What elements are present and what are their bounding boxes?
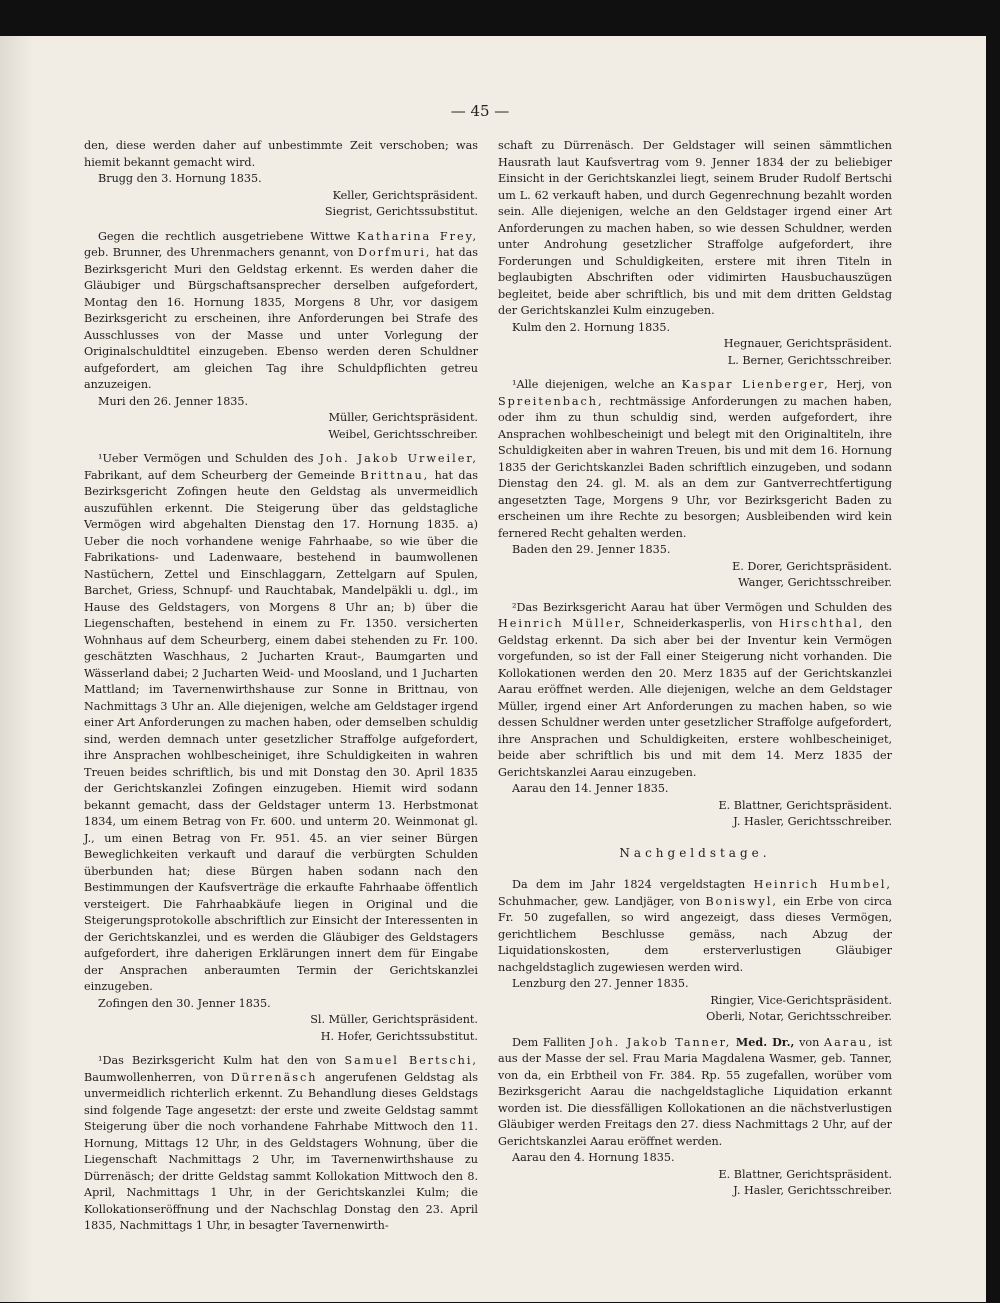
notice-zofingen-date: Zofingen den 30. Jenner 1835.	[98, 996, 271, 1010]
notice-baden-signature-2: Wanger, Gerichtsschreiber.	[738, 576, 892, 589]
notice-zofingen-text: ¹Ueber Vermögen und Schulden des Joh. Jakob Urweiler, Fabrikant, auf dem Scheurberg der Gemeinde Brittnau, hat das Bezirksgericht Zofingen heute den Geldstag als unvermeidlich auszufühlen erkennt. Die Steigerung über das geldstagliche Vermögen wird abgehalten Dienstag den 17. Hornung 1835. a) Ueber die noch vorhandene wenige Fahrhaabe, so wie über die Fabrikations- und Ladenwaare, bestehend in baumwollenen Nastüchern, Zettel und Einschlaggarn, Zettelgarn auf Spulen, Barchet, Griess, Schnupf- und Rauchtabak, Mandelpäkli u. dgl., im Hause des Geldstagers, von Morgens 8 Uhr an; b) über die Liegenschaften, bestehend in einem zu Fr. 1350. versicherten Wohnhaus auf dem Scheurberg, einem dabei stehenden zu Fr. 100. geschätzten Waschhaus, 2 Jucharten Kraut-, Baumgarten und Wässerland dabei; 2 Jucharten Weid- und Moosland, und 1 Jucharten Mattland; im Tavernenwirthshause zur Sonne in Brittnau, von Nachmittags 3 Uhr an. Alle diejenigen, welche am Geldstager irgend einer Art Anforderungen zu machen haben, oder demselben schuldig sind, werden demnach unter gesetzlicher Straffolge aufgefordert, ihre Ansprachen wohlbescheiniget, ihre Schuldigkeiten in wahren Treuen beides schriftlich, bis und mit Donstag den 30. April 1835 der Gerichtskanzlei Zofingen einzugeben. Hiemit wird sodann bekannt gemacht, dass der Geldstager unterm 13. Herbstmonat 1834, um einem Betrag von Fr. 600. und unterm 20. Weinmonat gl. J., um einen Betrag von Fr. 951. 45. an vier seiner Bürgen Beweglichkeiten verkauft und darauf die verbürgten Schulden überbunden hat; diese Bürgen haben sodann nach den Bestimmungen der Kaufsverträge die erkaufte Fahrhaabe öffentlich versteigert. Die Fahrhaabkäufe liegen in Original und die Steigerungsprotokolle abschriftlich zur Einsicht der Interessenten in der Gerichtskanzlei, und es werden die Gläubiger des Geldstagers aufgefordert, ihre daherigen Erklärungen innert dem für Eingabe der Ansprachen anberaumten Termin der Gerichtskanzlei einzugeben.	[84, 452, 478, 993]
notice-tanner-signature-1: E. Blattner, Gerichtspräsident.	[718, 1167, 892, 1181]
notice-muri-signature-2: Weibel, Gerichtsschreiber.	[328, 427, 478, 441]
notice-lenzburg-text: Da dem im Jahr 1824 vergeldstagten Heinrich Humbel, Schuhmacher, gew. Landjäger, von Boniswyl, ein Erbe von circa Fr. 50 zugefallen, so wird angezeigt, dass dieses Vermögen, gerichtlichem Beschlusse gemäss, nach Abzug der Liquidationskosten, dem ersterverlustigen Gläubiger nachgeldstaglich zugewiesen werden wird.	[498, 878, 892, 974]
notice-baden-text: ¹Alle diejenigen, welche an Kaspar Lienberger, Herj, von Spreitenbach, rechtmässige Anforderungen zu machen haben, oder ihm zu thun schuldig sind, werden aufgefordert, ihre Ansprachen wohlbescheinigt und belegt mit den Originaltiteln, ihre Schuldigkeiten aber in wahren Treuen, bis und mit dem 16. Hornung 1835 der Gerichtskanzlei Baden schriftlich einzugeben, und sodann Dienstag den 24. gl. M. als an dem zur Gantverrechtfertigung angesetzten Tage, Morgens 9 Uhr, vor Bezirksgericht Baden zu erscheinen um ihre Rechte zu besorgen; Ausbleibenden wird kein fernered Recht gehalten werden.	[498, 378, 892, 540]
notice-brugg-signature-2: Siegrist, Gerichtssubstitut.	[324, 205, 478, 218]
newspaper-page	[0, 36, 986, 1302]
notice-muri-text: Gegen die rechtlich ausgetriebene Wittwe Katharina Frey, geb. Brunner, des Uhrenmachers genannt, von Dorfmuri, hat das Bezirksgericht Muri den Geldstag erkennt. Es werden daher die Gläubiger und Bürgschaftsansprecher derselben aufgefordert, Montag den 16. Hornung 1835, Morgens 8 Uhr, vor dasigem Bezirksgericht zu erscheinen, ihre Anforderungen bei Strafe des Ausschlusses von der Masse und unter Vorlegung der Originalschuldtitel einzugeben. Ebenso werden deren Schuldner aufgefordert, am gleichen Tag ihre Schuldpflichten getreu anzuzeigen.	[84, 229, 479, 391]
notice-lenzburg-date: Lenzburg den 27. Jenner 1835.	[512, 977, 689, 990]
notice-kulm-signature-1: Hegnauer, Gerichtspräsident.	[723, 337, 892, 350]
notice-aarau-signature-2: J. Hasler, Gerichtsschreiber.	[733, 815, 892, 828]
right-column	[498, 138, 892, 1200]
notice-tanner-text: Dem Falliten Joh. Jakob Tanner, Med. Dr., von Aarau, ist aus der Masse der sel. Frau Maria Magdalena Wasmer, geb. Tanner, von da, ein Erbtheil von Fr. 384. Rp. 55 zugefallen, worüber vom Bezirksgericht Aarau die nachgeldstagliche Liquidation erkannt worden ist. Die diessfälligen Kollokationen an die nächstverlustigen Gläubiger werden Freitags den 27. diess Nachmittags 2 Uhr, auf der Gerichtskanzlei Aarau eröffnet werden.	[498, 1034, 892, 1148]
notice-baden-date: Baden den 29. Jenner 1835.	[512, 543, 671, 556]
notice-brugg-date: Brugg den 3. Hornung 1835.	[98, 172, 262, 185]
notice-baden-signature-1: E. Dorer, Gerichtspräsident.	[732, 559, 892, 573]
notice-tanner-date: Aarau den 4. Hornung 1835.	[512, 1151, 675, 1164]
notice-lenzburg-signature-1: Ringier, Vice-Gerichtspräsident.	[710, 993, 892, 1007]
notice-kulm-text: ¹Das Bezirksgericht Kulm hat den von Samuel Bertschi, Baumwollenherren, von Dürrenäsch angerufenen Geldstag als unvermeidlich richterlich erkennt. Zu Behandlung dieses Geldstags sind folgende Tage angesetzt: der erste und zweite Geldstag sammt Steigerung über die noch vorhandene Fahrhabe Mittwoch den 11. Hornung, Mittags 12 Uhr, in des Geldstagers Wohnung, über die Liegenschaft Nachmittags 2 Uhr, im Tavernenwirthshause zu Dürrenäsch; der dritte Geldstag sammt Kollokation Mittwoch den 8. April, Nachmittags 1 Uhr, in der Gerichtskanzlei Kulm; die Kollokationseröffnung und der Nachschlag Donstag den 23. April 1835, Nachmittags 1 Uhr, in besagter Tavernenwirth-	[84, 1054, 478, 1232]
notice-tanner-signature-2: J. Hasler, Gerichtsschreiber.	[733, 1184, 892, 1197]
notice-kulm-signature-2: L. Berner, Gerichtsschreiber.	[727, 353, 892, 367]
notice-kulm-date: Kulm den 2. Hornung 1835.	[512, 320, 671, 334]
section-heading: Nachgeldstage.	[619, 845, 771, 860]
notice-brugg-signature-1: Keller, Gerichtspräsident.	[332, 188, 478, 202]
notice-kulm-continuation: schaft zu Dürrenäsch. Der Geldstager will seinen sämmtlichen Hausrath laut Kaufsvertrag vom 9. Jenner 1834 der zu beliebiger Einsicht in der Gerichtskanzlei liegt, seinem Bruder Rudolf Bertschi um L. 62 verkauft haben, und durch Gegenrechnung bezahlt worden sein. Alle diejenigen, welche an den Geldstager irgend einer Art Anforderungen zu machen haben, so wie dessen Schuldner, werden unter Androhung gesetzlicher Straffolge aufgefordert, ihre Forderungen und Schuldigkeiten, erstere mit ihren Titeln in beglaubigten Abschriften oder vidimirten Hausbuchauszügen begleitet, beide aber schriftlich, bis und mit dem dritten Geldstag der Gerichtskanzlei Kulm einzugeben.	[498, 139, 892, 317]
notice-brugg-text: den, diese werden daher auf unbestimmte Zeit verschoben; was hiemit bekannt gemacht wird.	[84, 139, 478, 169]
notice-aarau-date: Aarau den 14. Jenner 1835.	[512, 782, 669, 795]
notice-lenzburg-signature-2: Oberli, Notar, Gerichtsschreiber.	[706, 1010, 892, 1023]
notice-zofingen-signature-2: H. Hofer, Gerichtssubstitut.	[320, 1029, 478, 1043]
left-column	[84, 138, 478, 1235]
page-number: — 45 —	[450, 102, 510, 120]
notice-aarau-text: ²Das Bezirksgericht Aarau hat über Vermögen und Schulden des Heinrich Müller, Schneiderkasperlis, von Hirschthal, den Geldstag erkennt. Da sich aber bei der Inventur kein Vermögen vorgefunden, so ist der Fall einer Steigerung nicht vorhanden. Die Kollokationen werden den 20. Merz 1835 auf der Gerichtskanzlei Aarau eröffnet werden. Alle diejenigen, welche an dem Geldstager Müller, irgend einer Art Anforderungen zu machen haben, so wie dessen Schuldner werden unter gesetzlicher Straffolge aufgefordert, ihre Ansprachen und Schuldigkeiten, erstere wohlbescheiniget, beide aber schriftlich bis und mit dem 14. Merz 1835 der Gerichtskanzlei Aarau einzugeben.	[498, 600, 892, 779]
notice-muri-signature-1: Müller, Gerichtspräsident.	[328, 411, 478, 424]
notice-aarau-signature-1: E. Blattner, Gerichtspräsident.	[718, 798, 892, 812]
notice-zofingen-signature-1: Sl. Müller, Gerichtspräsident.	[310, 1013, 478, 1026]
notice-muri-date: Muri den 26. Jenner 1835.	[98, 394, 249, 408]
